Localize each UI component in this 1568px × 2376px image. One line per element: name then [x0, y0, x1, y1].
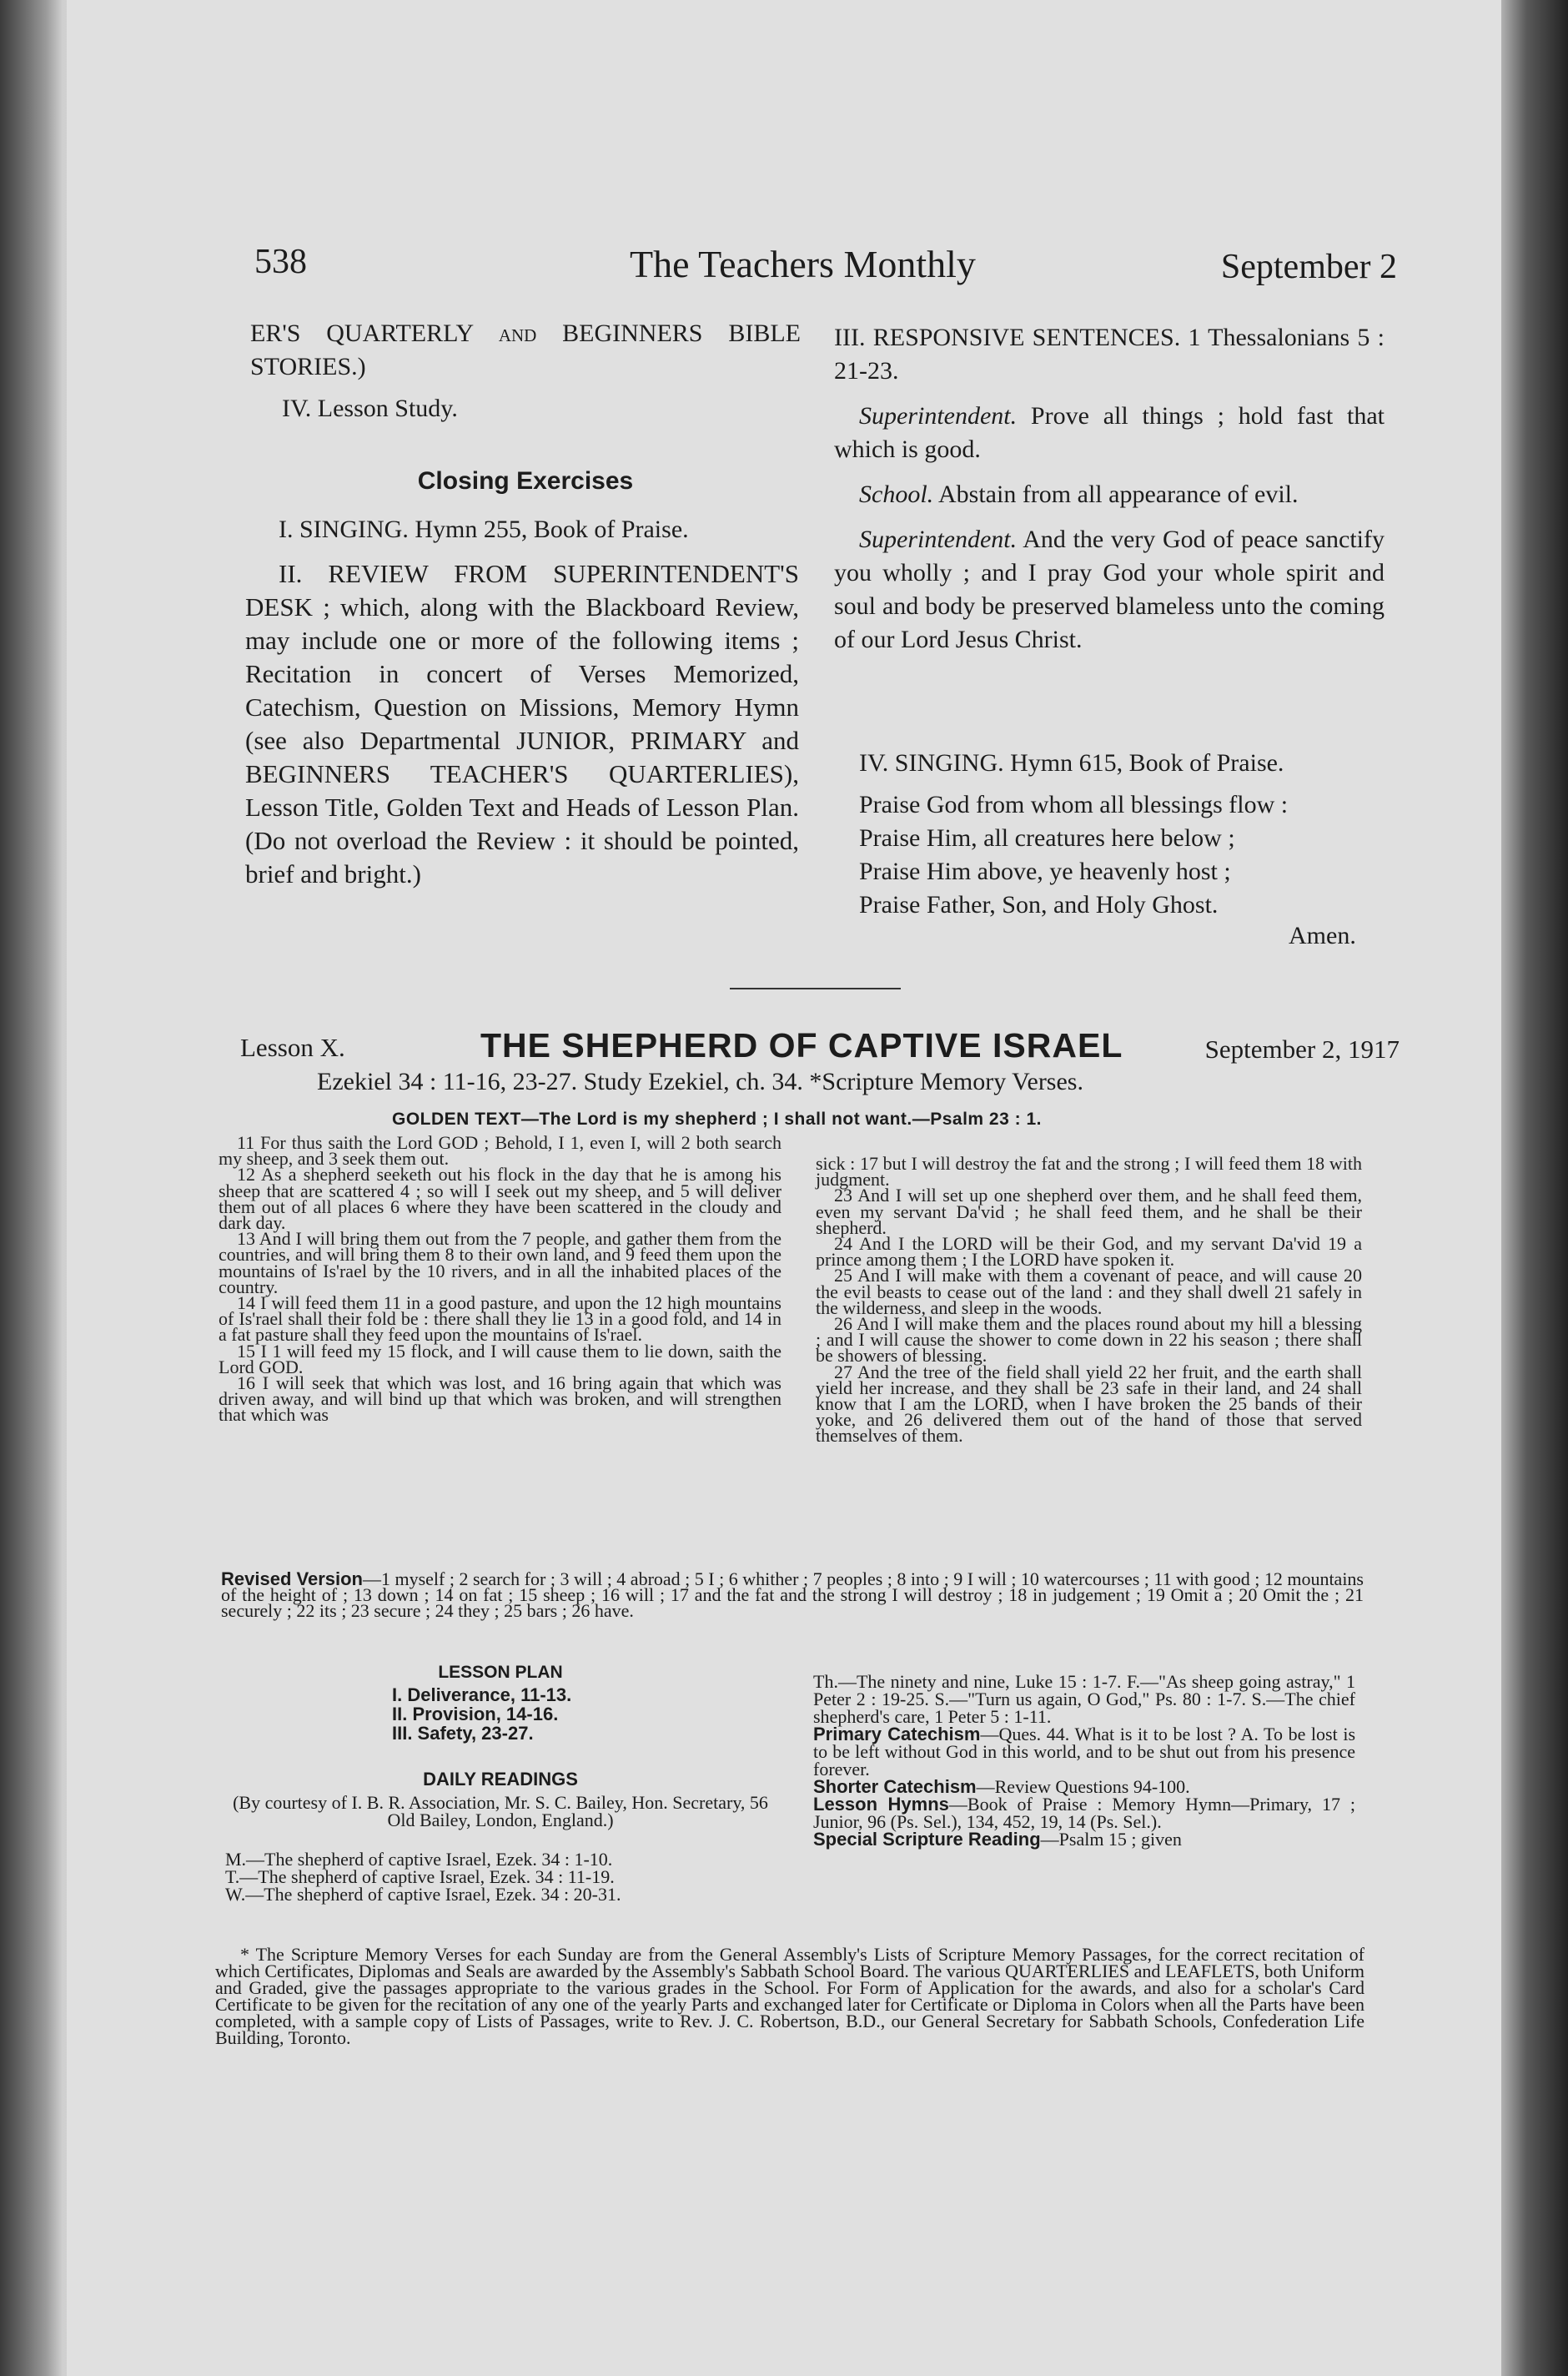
- verse: 11 For thus saith the Lord GOD ; Behold, I 1, even I, will 2 both search my sheep, and 3 seek them out.: [219, 1132, 781, 1170]
- lesson-hymns: Lesson Hymns—Book of Praise : Memory Hymn—Primary, 17 ; Junior, 96 (Ps. Sel.), 134, 452, 19, 14 (Ps. Sel.).: [813, 1794, 1355, 1832]
- primary-catechism: Primary Catechism—Ques. 44. What is it to be lost ? A. To be lost is to be left without God in this world, and to be shut out from his presence forever.: [813, 1724, 1356, 1779]
- responsive-heading: III. RESPONSIVE SENTENCES. 1 Thessalonians 5 : 21-23.: [834, 324, 1385, 385]
- hymn-line: Praise Him, all creatures here below ;: [859, 824, 1235, 852]
- lesson-plan-item: III. Safety, 23-27.: [392, 1723, 534, 1744]
- verse: 13 And I will bring them out from the 7 people, and gather them from the countries, and will bring them 8 to their own land, and 9 feed them upon the mountains of Is'rael by the 10 rivers, and in all the inhabited places of the country.: [219, 1228, 781, 1297]
- responsive-sentences: [834, 321, 1385, 668]
- verse: 14 I will feed them 11 in a good pasture, and upon the 12 high mountains of Is'rael shall their fold be : there shall they lie 13 in a good fold, and 14 in a fat pasture shall they feed upon the mountains of Is'rael.: [219, 1292, 781, 1346]
- reading-item: M.—The shepherd of captive Israel, Ezek. 34 : 1-10.: [225, 1849, 613, 1870]
- verse: 26 And I will make them and the places round about my hill a blessing ; and I will cause the shower to come down in 22 his season ; there shall be showers of blessing.: [816, 1313, 1362, 1367]
- lesson-plan-heading: LESSON PLAN: [438, 1663, 563, 1682]
- readings-continued: Th.—The ninety and nine, Luke 15 : 1-7. F.—"As sheep going astray," 1 Peter 2 : 19-25. S.—"Turn us again, O God," Ps. 80 : 1-7. S.—The chief shepherd's care, 1 Peter 5 : 1-11.: [813, 1671, 1355, 1727]
- footnote: * The Scripture Memory Verses for each Sunday are from the General Assembly's Lists of Scripture Memory Passages, for the correct recitation of which Certificates, Diplomas and Seals are awarded by the Assembly's Sabbath School Board. The various QUARTERLIES and LEAFLETS, both Uniform and Graded, give the passages appropriate to the various grades in the School. For Form of Application for the awards, and also for a scholar's Card Certificate to be given for the recitation of any one of the yearly Parts and exchanged later for Certificate or Diploma in Colors when all the Parts have been completed, with a sample copy of Lists of Passages, write to Rev. J. C. Robertson, B.D., our General Secretary for Sabbath Schools, Confederation Life Building, Toronto.: [215, 1944, 1364, 2048]
- verse: sick : 17 but I will destroy the fat and the strong ; I will feed them 18 with judgment.: [816, 1153, 1362, 1191]
- amen: Amen.: [1289, 922, 1356, 949]
- lesson-study-line: IV. Lesson Study.: [282, 395, 458, 422]
- continuation-text: ER'S QUARTERLY and BEGINNERS BIBLE STORIES.): [250, 320, 801, 380]
- verse: 25 And I will make with them a covenant of peace, and will cause 20 the evil beasts to cease out of the land : and they shall dwell 21 safely in the wilderness, and sleep in the woods.: [816, 1265, 1362, 1318]
- special-reading: Special Scripture Reading—Psalm 15 ; given: [813, 1829, 1182, 1850]
- reading-item: T.—The shepherd of captive Israel, Ezek. 34 : 11-19.: [225, 1866, 615, 1887]
- right-bottom-column: [813, 1673, 1355, 1848]
- header-date: September 2: [1220, 248, 1397, 286]
- lesson-number: Lesson X.: [240, 1033, 345, 1062]
- sentence-1: Superintendent. Prove all things ; hold fast that which is good.: [834, 402, 1385, 463]
- lesson-reference: Ezekiel 34 : 11-16, 23-27. Study Ezekiel, ch. 34. *Scripture Memory Verses.: [317, 1068, 1083, 1095]
- lesson-title: THE SHEPHERD OF CAPTIVE ISRAEL: [480, 1026, 1123, 1065]
- doxology-hymn: [859, 747, 1385, 922]
- lesson-plan-list: [392, 1685, 571, 1743]
- daily-readings-courtesy: (By courtesy of I. B. R. Association, Mr. S. C. Bailey, Hon. Secretary, 56 Old Bailey, London, England.): [233, 1792, 768, 1830]
- singing-one: I. SINGING. Hymn 255, Book of Praise.: [279, 516, 689, 543]
- lesson-plan-item: II. Provision, 14-16.: [392, 1704, 559, 1724]
- singing-four: IV. SINGING. Hymn 615, Book of Praise.: [859, 749, 1284, 777]
- sentence-3: Superintendent. And the very God of peace sanctify you wholly ; and I pray God your whole spirit and soul and body be preserved blameless unto the coming of our Lord Jesus Christ.: [834, 526, 1385, 653]
- running-title: The Teachers Monthly: [630, 243, 976, 285]
- golden-text: GOLDEN TEXT—The Lord is my shepherd ; I shall not want.—Psalm 23 : 1.: [392, 1110, 1042, 1129]
- hymn-line: Praise Him above, ye heavenly host ;: [859, 858, 1231, 885]
- sentence-2: School. Abstain from all appearance of evil.: [859, 481, 1299, 508]
- section-divider: [730, 988, 901, 989]
- lesson-plan-item: I. Deliverance, 11-13.: [392, 1684, 572, 1705]
- daily-readings-list: [225, 1850, 784, 1903]
- verse: 27 And the tree of the field shall yield 22 her fruit, and the earth shall yield her increase, and they shall be 23 safe in their land, and 24 shall know that I am the LORD, when I have broken the 25 bands of their yoke, and 26 delivered them out of the hand of those that served themselves of them.: [816, 1361, 1362, 1447]
- reading-item: W.—The shepherd of captive Israel, Ezek. 34 : 20-31.: [225, 1884, 621, 1905]
- lesson-date: September 2, 1917: [1204, 1034, 1400, 1064]
- verse: 24 And I the LORD will be their God, and my servant Da'vid 19 a prince among them ; I the LORD have spoken it.: [816, 1233, 1362, 1271]
- verse: 12 As a shepherd seeketh out his flock in the day that he is among his sheep that are scattered 4 ; so will I seek out my sheep, and 5 will deliver them out of all places 6 where they have been scattered in the cloudy and dark day.: [219, 1164, 781, 1234]
- revised-version-label: Revised Version: [221, 1568, 363, 1589]
- verse: 15 I 1 will feed my 15 flock, and I will cause them to lie down, saith the Lord GOD.: [219, 1340, 781, 1377]
- revised-version: Revised Version—1 myself ; 2 search for ; 3 will ; 4 abroad ; 5 I ; 6 whither ; 7 peoples ; 8 into ; 9 I will ; 10 watercourses ; 11 with good ; 12 mountains of the height of ; 13 down ; 14 on fat ; 15 sheep ; 16 will ; 17 and the fat and the strong I will destroy ; 18 in judgement ; 19 Omit a ; 20 Omit the ; 21 securely ; 22 its ; 23 secure ; 24 they ; 25 bars ; 26 have.: [221, 1568, 1364, 1622]
- shorter-catechism: Shorter Catechism—Review Questions 94-100.: [813, 1776, 1190, 1797]
- hymn-line: Praise Father, Son, and Holy Ghost.: [859, 891, 1219, 919]
- closing-exercises-heading: Closing Exercises: [417, 467, 634, 495]
- verse: 23 And I will set up one shepherd over them, and he shall feed them, even my servant Da'vid ; he shall feed them, and he shall be their shepherd.: [816, 1185, 1362, 1238]
- hymn-line: Praise God from whom all blessings flow :: [859, 791, 1289, 818]
- verse: 16 I will seek that which was lost, and 16 bring again that which was driven away, and will bind up that which was broken, and will strengthen that which was: [219, 1372, 781, 1426]
- scripture-left-column: [219, 1132, 781, 1426]
- page-number: 538: [254, 243, 307, 281]
- scripture-right-column: [816, 1153, 1362, 1447]
- page-header: [254, 242, 1397, 300]
- daily-readings-heading: DAILY READINGS: [423, 1769, 578, 1790]
- review-paragraph: II. REVIEW FROM SUPERINTENDENT'S DESK ; which, along with the Blackboard Review, may include one or more of the following items ; Recitation in concert of Verses Memorized, Catechism, Question on Missions, Memory Hymn (see also Departmental JUNIOR, PRIMARY and BEGINNERS TEACHER'S QUARTERLIES), Lesson Title, Golden Text and Heads of Lesson Plan. (Do not overload the Review : it should be pointed, brief and bright.): [245, 559, 799, 888]
